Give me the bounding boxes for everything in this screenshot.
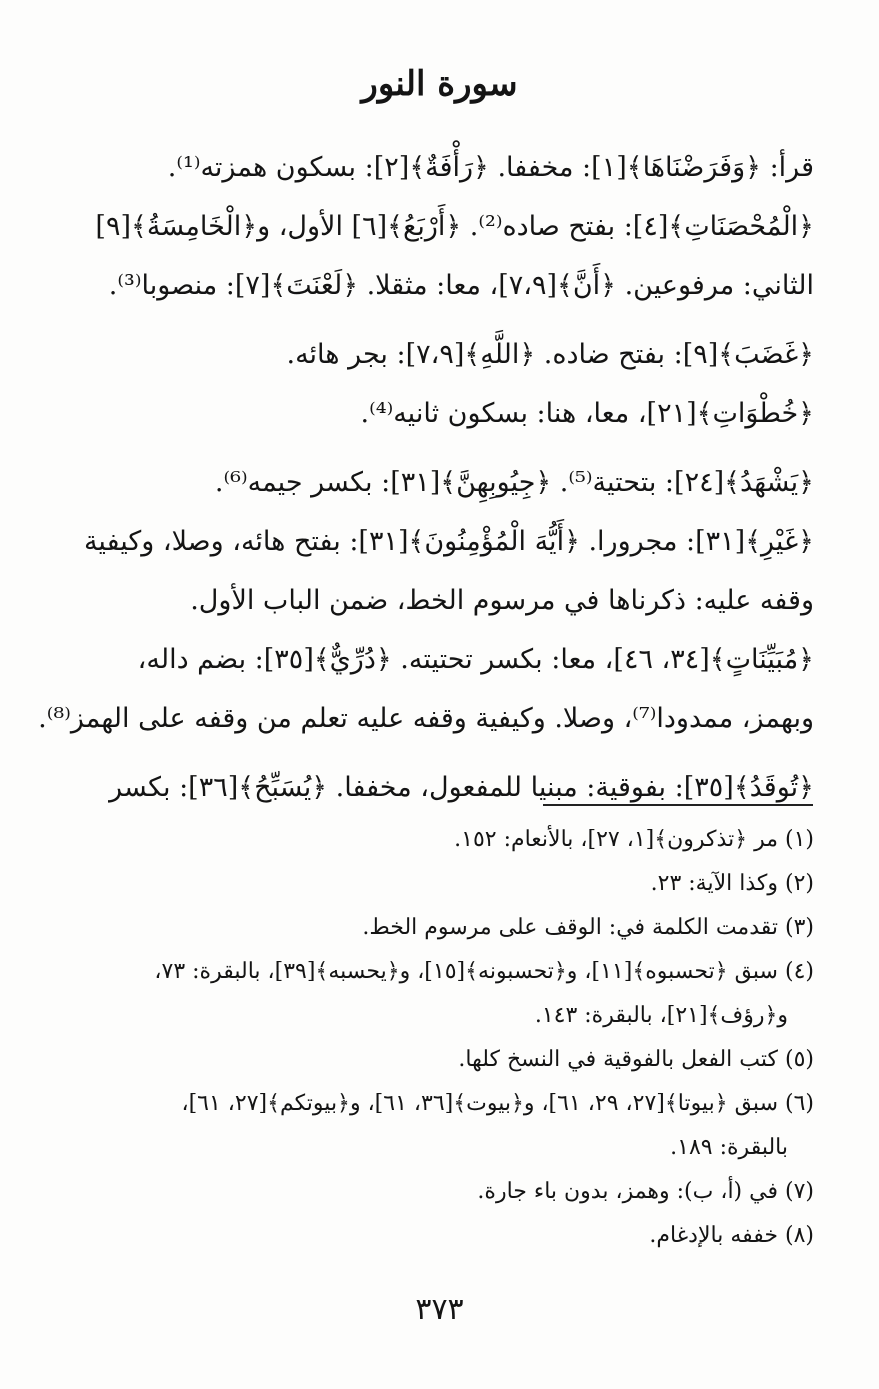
surah-title: سورة النور [361, 64, 518, 104]
footnote-8: (٨) خففه بالإدغام. [649, 1223, 814, 1248]
paragraph [66, 138, 814, 315]
main-text [38, 138, 814, 827]
footnote-3: (٣) تقدمت الكلمة في: الوقف على مرسوم الخط. [362, 915, 814, 940]
footnote-4-continuation: و﴿رؤف﴾[٢١]، بالبقرة: ١٤٣. [534, 1003, 788, 1028]
text-line: الثاني: مرفوعين. ﴿أَنَّ﴾[٧،٩]، معا: مثقلا. ﴿لَعْنَتَ﴾[٧]: منصوبا⁽³⁾. [108, 270, 814, 301]
text-line: قرأ: ﴿وَفَرَضْنَاهَا﴾[١]: مخففا. ﴿رَأْفَةٌ﴾[٢]: بسكون همزته⁽¹⁾. [167, 152, 814, 183]
text-line: وبهمز، ممدودا⁽⁷⁾، وصلا. وكيفية وقفه عليه تعلم من وقفه على الهمز⁽⁸⁾. [38, 703, 814, 734]
paragraph [66, 325, 814, 443]
footnote-6: (٦) سبق ﴿بيوتا﴾[٢٧، ٢٩، ٦١]، و﴿بيوت﴾[٣٦، ٦١]، و﴿بيوتكم﴾[٢٧، ٦١]، [181, 1091, 814, 1116]
text-line: ﴿تُوقَدُ﴾[٣٥]: بفوقية: مبنيا للمفعول، مخففا. ﴿يُسَبِّحُ﴾[٣٦]: بكسر [109, 772, 814, 803]
footnote-separator [543, 804, 813, 806]
text-line: ﴿خُطْوَاتِ﴾[٢١]، معا، هنا: بسكون ثانيه⁽⁴⁾. [360, 398, 814, 429]
text-line: وقفه عليه: ذكرناها في مرسوم الخط، ضمن الباب الأول. [190, 585, 814, 616]
footnote-4: (٤) سبق ﴿تحسبوه﴾[١١]، و﴿تحسبونه﴾[١٥]، و﴿يحسبه﴾[٣٩]، بالبقرة: ٧٣، [154, 959, 814, 984]
footnote-6-continuation: بالبقرة: ١٨٩. [670, 1135, 788, 1160]
text-line: ﴿يَشْهَدُ﴾[٢٤]: بتحتية⁽⁵⁾. ﴿جِيُوبِهِنَّ﴾[٣١]: بكسر جيمه⁽⁶⁾. [214, 467, 814, 498]
paragraph [66, 758, 814, 817]
paragraph [38, 453, 814, 748]
footnotes [66, 818, 814, 1258]
footnote-1: (١) مر ﴿تذكرون﴾[١، ٢٧]، بالأنعام: ١٥٢. [454, 827, 814, 852]
footnote-2: (٢) وكذا الآية: ٢٣. [650, 871, 814, 896]
text-line: ﴿غَيْرِ﴾[٣١]: مجرورا. ﴿أَيُّهَ الْمُؤْمِنُونَ﴾[٣١]: بفتح هائه، وصلا، وكيفية [83, 526, 814, 557]
text-line: ﴿الْمُحْصَنَاتِ﴾[٤]: بفتح صاده⁽²⁾. ﴿أَرْبَعُ﴾[٦] الأول، و﴿الْخَامِسَةُ﴾[٩] [95, 211, 814, 242]
footnote-7: (٧) في (أ، ب): وهمز، بدون باء جارة. [477, 1179, 814, 1204]
text-line: ﴿مُبَيِّنَاتٍ﴾[٣٤، ٤٦]، معا: بكسر تحتيته. ﴿دُرِّيٌّ﴾[٣٥]: بضم داله، [137, 644, 814, 675]
footnote-5: (٥) كتب الفعل بالفوقية في النسخ كلها. [458, 1047, 814, 1072]
text-line: ﴿غَضَبَ﴾[٩]: بفتح ضاده. ﴿اللَّهِ﴾[٧،٩]: بجر هائه. [286, 339, 814, 370]
page-number: ٣٧٣ [415, 1292, 464, 1327]
